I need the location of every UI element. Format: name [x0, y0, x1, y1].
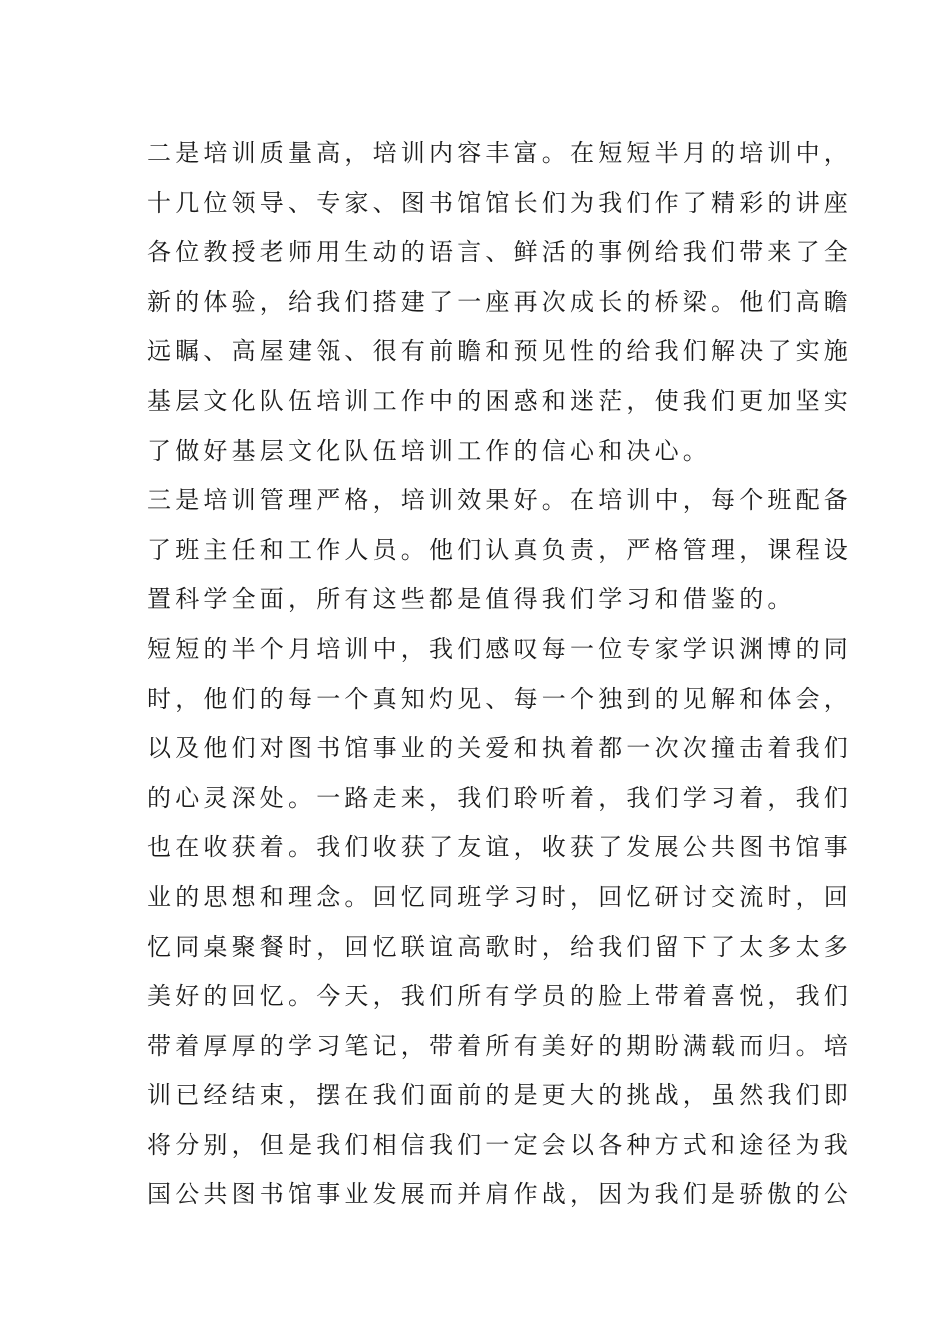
text-line: 将分别，但是我们相信我们一定会以各种方式和途径为我	[147, 1130, 852, 1159]
text-line: 以及他们对图书馆事业的关爱和执着都一次次撞击着我们	[147, 734, 852, 763]
text-line: 的心灵深处。一路走来，我们聆听着，我们学习着，我们	[147, 783, 852, 812]
text-line: 基层文化队伍培训工作中的困惑和迷茫，使我们更加坚实	[147, 386, 852, 415]
text-line: 远瞩、高屋建瓴、很有前瞻和预见性的给我们解决了实施	[147, 337, 852, 366]
text-line: 了做好基层文化队伍培训工作的信心和决心。	[147, 436, 711, 465]
text-line: 业的思想和理念。回忆同班学习时，回忆研讨交流时，回	[147, 882, 852, 911]
text-line: 新的体验，给我们搭建了一座再次成长的桥梁。他们高瞻	[147, 287, 852, 316]
text-line: 也在收获着。我们收获了友谊，收获了发展公共图书馆事	[147, 833, 852, 862]
text-line: 带着厚厚的学习笔记，带着所有美好的期盼满载而归。培	[147, 1031, 852, 1060]
text-line: 短短的半个月培训中，我们感叹每一位专家学识渊博的同	[147, 634, 852, 663]
text-line: 国公共图书馆事业发展而并肩作战，因为我们是骄傲的公	[147, 1180, 852, 1209]
text-line: 三是培训管理严格，培训效果好。在培训中，每个班配备	[147, 486, 852, 515]
body-text	[147, 129, 852, 1220]
text-line: 十几位领导、专家、图书馆馆长们为我们作了精彩的讲座	[147, 188, 852, 217]
text-line: 训已经结束，摆在我们面前的是更大的挑战，虽然我们即	[147, 1081, 852, 1110]
text-line: 二是培训质量高，培训内容丰富。在短短半月的培训中，	[147, 139, 852, 167]
text-line: 各位教授老师用生动的语言、鲜活的事例给我们带来了全	[147, 238, 852, 267]
text-line: 忆同桌聚餐时，回忆联谊高歌时，给我们留下了太多太多	[147, 932, 852, 961]
text-line: 了班主任和工作人员。他们认真负责，严格管理，课程设	[147, 535, 852, 564]
text-line: 美好的回忆。今天，我们所有学员的脸上带着喜悦，我们	[147, 982, 852, 1011]
text-line: 时，他们的每一个真知灼见、每一个独到的见解和体会，	[147, 684, 852, 713]
text-line: 置科学全面，所有这些都是值得我们学习和借鉴的。	[147, 585, 796, 614]
